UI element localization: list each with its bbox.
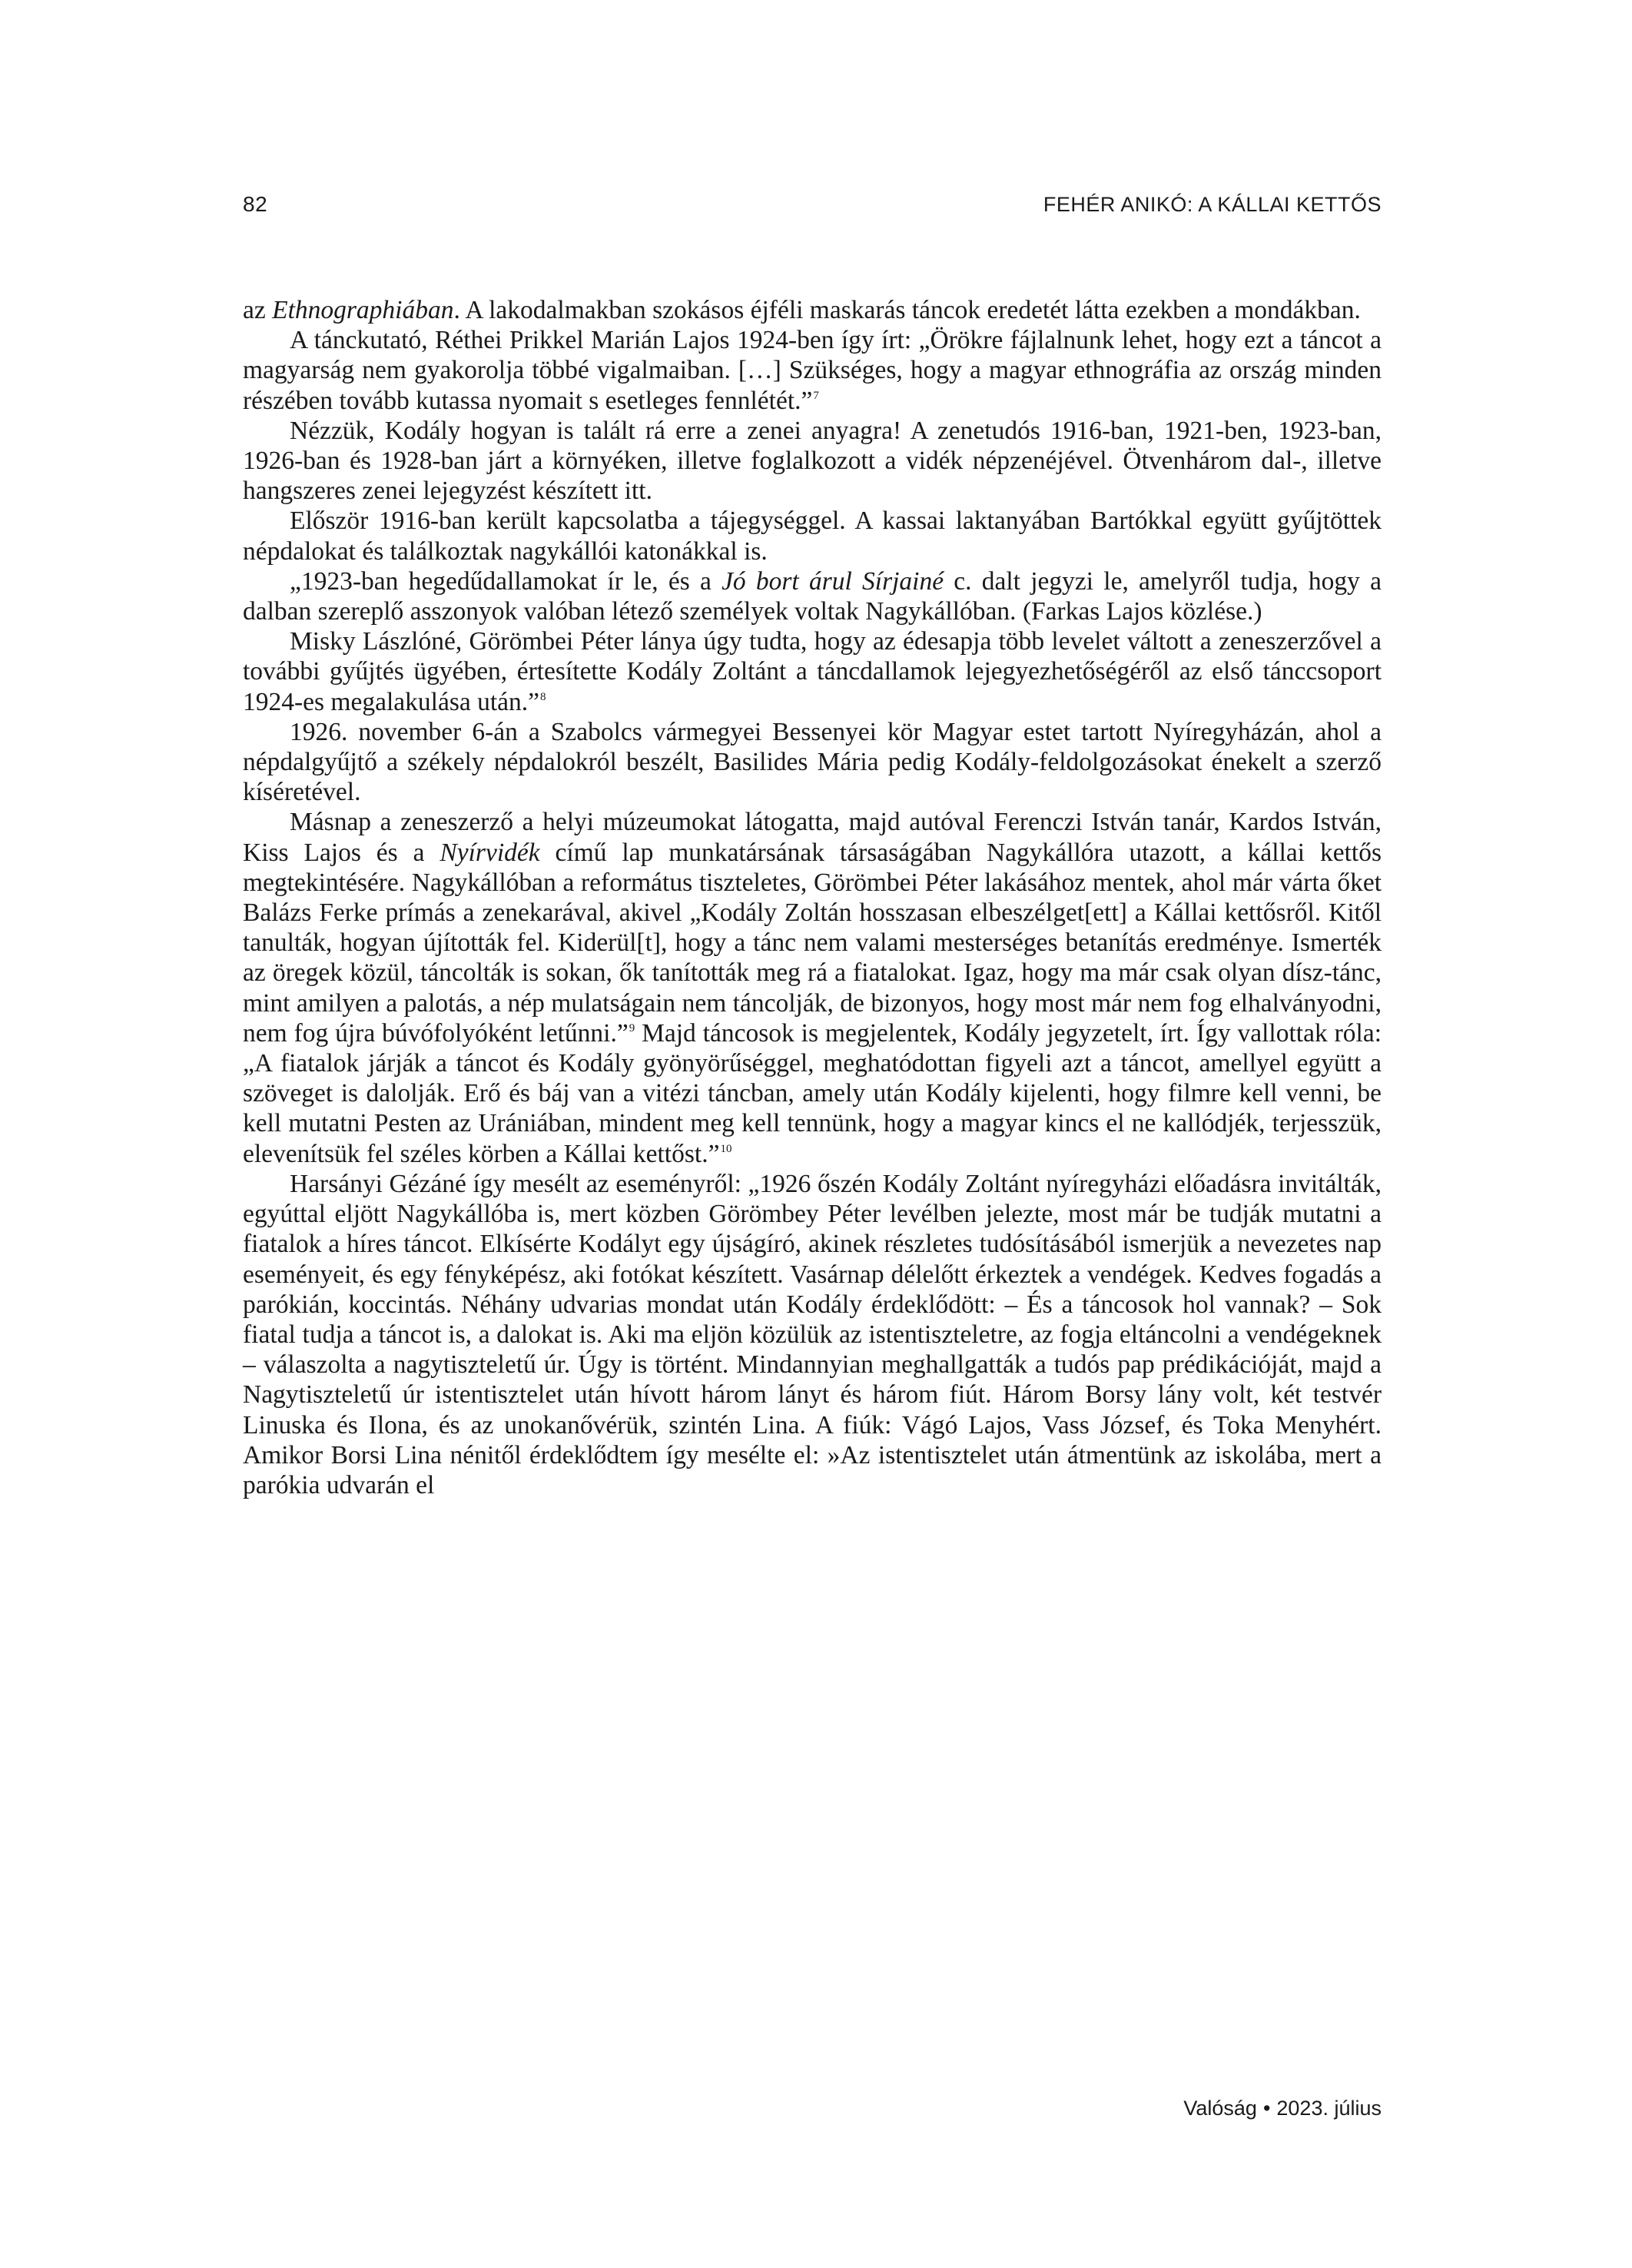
- paragraph-text: az: [243, 296, 273, 324]
- page-number: 82: [243, 192, 268, 216]
- italic-title: Ethnographiában: [272, 296, 454, 324]
- italic-title: Nyírvidék: [440, 838, 540, 867]
- body-paragraph: [243, 626, 1382, 717]
- paragraph-text: c. dalt jegyzi le, amelyről tudja, hogy a dalban szereplő asszonyok valóban létező személyek voltak Nagykállóban. (Farkas Lajos közlése.): [243, 566, 1382, 626]
- paragraph-text: A tánckutató, Réthei Prikkel Marián Lajos 1924-ben így írt: „Örökre fájlalnunk lehet, hogy ezt a táncot a magyarság nem gyakorolja többé vigalmaiban. […] Szükséges, hogy a magyar ethnográfia az ország minden részében tovább kutassa nyomait s esetleges fennlétét.”: [243, 326, 1382, 415]
- body-paragraph: [243, 325, 1382, 416]
- paragraph-text: Majd táncosok is megjelentek, Kodály jegyzetelt, írt. Így vallottak róla: „A fiatalok járják a táncot és Kodály gyönyörűséggel, meghatódottan figyeli azt a táncot, amellyel együtt a szöveget is dalolják. Erő és báj van a vitézi táncban, amely után Kodály kijelenti, hogy filmre kell venni, be kell mutatni Pesten az Urániában, mindent meg kell tennünk, hogy a magyar kincs el ne kallódjék, terjesszük, elevenítsük fel széles körben a Kállai kettőst.”: [243, 1018, 1382, 1168]
- body-paragraph: [243, 295, 1382, 325]
- issue-date: 2023. július: [1276, 2097, 1382, 2120]
- footnote-marker: 8: [540, 690, 546, 703]
- paragraph-text: Először 1916-ban került kapcsolatba a tájegységgel. A kassai laktanyában Bartókkal együtt gyűjtöttek népdalokat és találkoztak nagykállói katonákkal is.: [243, 506, 1382, 566]
- body-paragraph: [243, 566, 1382, 626]
- running-header: [243, 192, 1382, 217]
- italic-title: Jó bort árul Sírjainé: [721, 566, 944, 596]
- paragraph-text: Nézzük, Kodály hogyan is talált rá erre a zenei anyagra! A zenetudós 1916-ban, 1921-ben, 1923-ban, 1926-ban és 1928-ban járt a környéken, illetve foglalkozott a vidék népzenéjével. Ötvenhárom dal-, illetve hangszeres zenei lejegyzést készített itt.: [243, 416, 1382, 506]
- footnote-marker: 7: [813, 389, 819, 402]
- body-paragraph: [243, 717, 1382, 808]
- paragraph-text: Harsányi Gézáné így mesélt az eseményről: „1926 őszén Kodály Zoltánt nyíregyházi előadásra invitálták, egyúttal eljött Nagykállóba is, mert közben Görömbey Péter levélben jelezte, most már be tudják mutatni a fiatalok a híres táncot. Elkísérte Kodályt egy újságíró, akinek részletes tudósításából ismerjük a nevezetes nap eseményeit, és egy fényképész, aki fotókat készített. Vasárnap délelőtt érkeztek a vendégek. Kedves fogadás a parókián, koccintás. Néhány udvarias mondat után Kodály érdeklődött: – És a táncosok hol vannak? – Sok fiatal tudja a táncot is, a dalokat is. Aki ma eljön közülük az istentiszteletre, az fogja eltáncolni a vendégeknek – válaszolta a nagytiszteletű úr. Úgy is történt. Mindannyian meghallgatták a tudós pap prédikációját, majd a Nagytiszteletű úr istentisztelet után hívott három lányt és három fiút. Három Borsy lány volt, két testvér Linuska és Ilona, és az unokanővérük, szintén Lina. A fiúk: Vágó Lajos, Vass József, és Toka Menyhért. Amikor Borsi Lina nénitől érdeklődtem így mesélte el: »Az istentisztelet után átmentünk az iskolába, mert a parókia udvarán el: [243, 1169, 1382, 1499]
- article-body: [243, 295, 1382, 1500]
- body-paragraph: [243, 807, 1382, 1168]
- body-paragraph: [243, 416, 1382, 506]
- footnote-marker: 10: [720, 1142, 732, 1155]
- running-title: FEHÉR ANIKÓ: A KÁLLAI KETTŐS: [1043, 193, 1382, 216]
- footnote-marker: 9: [629, 1021, 635, 1034]
- paragraph-text: Másnap a zeneszerző a helyi múzeumokat látogatta, majd autóval Ferenczi István tanár, Kardos István, Kiss Lajos és a: [243, 808, 1382, 867]
- paragraph-text: . A lakodalmakban szokásos éjféli maskarás táncok eredetét látta ezekben a mondákban.: [453, 296, 1361, 324]
- paragraph-text: című lap munkatársának társaságában Nagykállóra utazott, a kállai kettős megtekintésére. Nagykállóban a református tiszteletes, Görömbei Péter lakásához mentek, ahol már várta őket Balázs Ferke prímás a zenekarával, akivel „Kodály Zoltán hosszasan elbeszélget[ett] a Kállai kettősről. Kitől tanulták, hogyan újították fel. Kiderül[t], hogy a tánc nem valami mesterséges betanítás eredménye. Ismerték az öregek közül, táncolták is sokan, ők tanították meg rá a fiatalokat. Igaz, hogy ma már csak olyan dísz-tánc, mint amilyen a palotás, a nép mulatságain nem táncolják, de bizonyos, hogy most már nem fog elhalványodni, nem fog újra búvófolyóként letűnni.”: [243, 838, 1382, 1048]
- body-paragraph: [243, 506, 1382, 566]
- journal-name: Valóság: [1183, 2097, 1257, 2120]
- paragraph-text: 1926. november 6-án a Szabolcs vármegyei Bessenyei kör Magyar estet tartott Nyíregyházán, ahol a népdalgyűjtő a székely népdalokról beszélt, Basilides Mária pedig Kodály-feldolgozásokat énekelt a szerző kíséretével.: [243, 717, 1382, 807]
- bullet-separator: •: [1262, 2097, 1271, 2120]
- paragraph-text: „1923-ban hegedűdallamokat ír le, és a: [290, 566, 722, 596]
- body-paragraph: [243, 1169, 1382, 1500]
- paragraph-text: Misky Lászlóné, Görömbei Péter lánya úgy tudta, hogy az édesapja több levelet váltott a zeneszerzővel a további gyűjtés ügyében, értesítette Kodály Zoltánt a táncdallamok lejegyezhetőségéről az első tánccsoport 1924-es megalakulása után.”: [243, 627, 1382, 716]
- journal-footer: [1183, 2097, 1382, 2120]
